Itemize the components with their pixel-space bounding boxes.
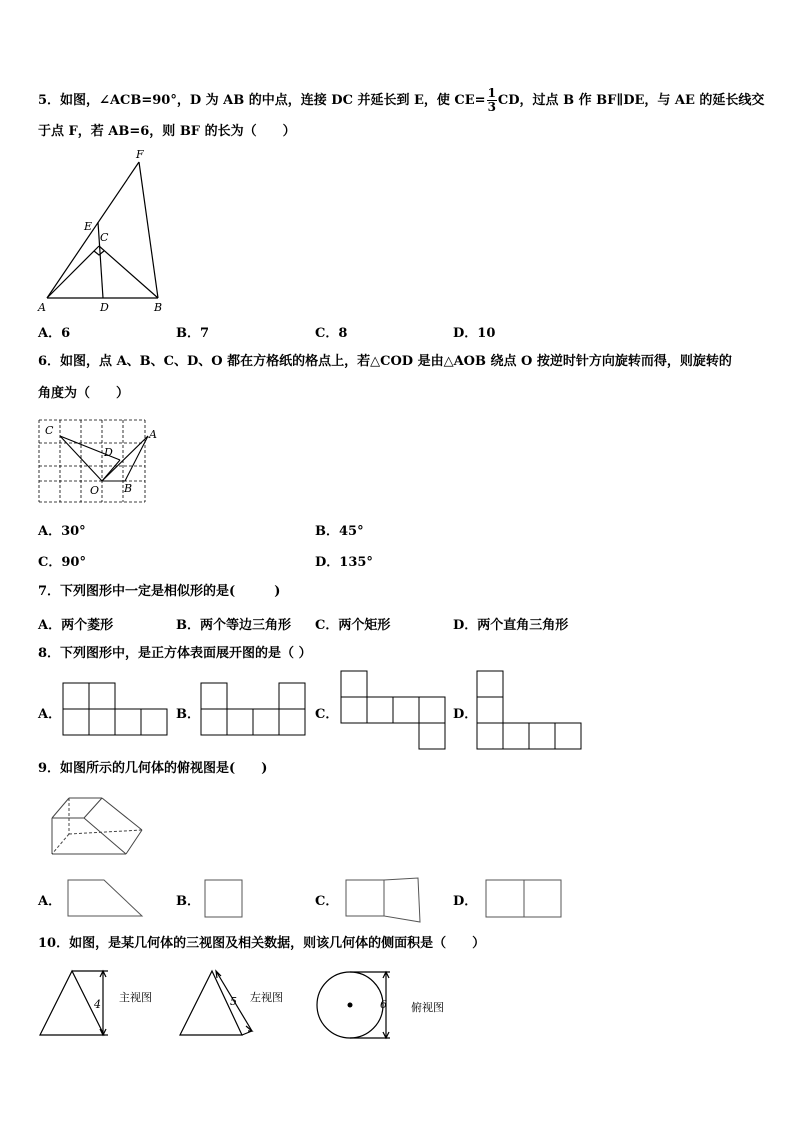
q7-option-d[interactable]: D．两个直角三角形 [453, 618, 569, 633]
q10-left-view [176, 965, 306, 1045]
q5-segment-cb [99, 246, 158, 298]
q10-left-dimension: 5 [230, 995, 237, 1008]
q9-option-c-label[interactable]: C． [315, 894, 339, 909]
q9-option-d-label[interactable]: D． [453, 894, 478, 909]
q8-option-a-net[interactable] [62, 682, 172, 740]
q6-label-o: O [90, 484, 100, 497]
q8-option-c-net[interactable] [340, 670, 452, 752]
q5-option-d[interactable]: D．10 [453, 326, 496, 341]
q9-stem: 9．如图所示的几何体的俯视图是( ) [38, 761, 268, 776]
q9-option-d-view[interactable] [484, 878, 564, 920]
q8-option-b-label[interactable]: B． [176, 707, 200, 722]
q7-option-c[interactable]: C．两个矩形 [315, 618, 391, 633]
q5-fraction: $\frac{1}{3}$ [487, 86, 496, 114]
q5-stem-line1: 5．如图，∠ACB=90°，D 为 AB 的中点，连接 DC 并延长到 E，使 CE= $\frac{1}{3}$ CD，过点 B 作 BF∥DE，与 AE 的延长线交 [38, 86, 765, 114]
q6-grid-figure [30, 410, 170, 510]
q10-front-caption: 主视图 [119, 991, 152, 1004]
q6-label-d: D [104, 446, 113, 459]
q5-option-c[interactable]: C．8 [315, 326, 348, 341]
q7-option-a[interactable]: A．两个菱形 [38, 618, 114, 633]
q7-stem: 7．下列图形中一定是相似形的是( ) [38, 584, 281, 599]
q8-stem: 8．下列图形中，是正方体表面展开图的是（ ） [38, 646, 312, 661]
q9-option-a-label[interactable]: A． [38, 894, 62, 909]
q6-stem-line2: 角度为（ ） [38, 386, 130, 401]
q10-front-view [36, 965, 176, 1045]
q5-segment-af [47, 162, 139, 298]
q7-option-b[interactable]: B．两个等边三角形 [176, 618, 291, 633]
q10-left-caption: 左视图 [250, 991, 283, 1004]
q9-option-a-view[interactable] [66, 878, 146, 920]
q6-option-b[interactable]: B．45° [315, 524, 364, 539]
q6-option-d[interactable]: D．135° [315, 555, 373, 570]
q8-option-b-net[interactable] [200, 682, 310, 740]
q5-stem-line2: 于点 F，若 AB=6，则 BF 的长为（ ） [38, 124, 296, 139]
q8-option-d-net[interactable] [476, 670, 582, 752]
q9-option-c-view[interactable] [344, 876, 424, 926]
q5-option-a[interactable]: A．6 [38, 326, 71, 341]
q5-label-b: B [154, 301, 163, 314]
q8-option-a-label[interactable]: A． [38, 707, 62, 722]
q5-label-c: C [100, 231, 109, 244]
q10-top-dimension: 6 [380, 998, 387, 1011]
q5-right-angle-mark [94, 251, 104, 255]
q5-label-a: A [38, 301, 46, 314]
q10-top-center-point [348, 1003, 353, 1008]
q5-segment-ac [47, 246, 99, 298]
q5-figure [30, 140, 180, 320]
q9-option-b-label[interactable]: B． [176, 894, 200, 909]
q10-front-dimension: 4 [94, 998, 101, 1011]
q10-top-caption: 俯视图 [411, 1001, 444, 1014]
q6-label-c: C [45, 424, 54, 437]
q6-option-a[interactable]: A．30° [38, 524, 86, 539]
q9-option-b-view[interactable] [203, 878, 245, 920]
q5-label-d: D [100, 301, 109, 314]
q10-top-view [314, 965, 474, 1045]
q6-label-b: B [124, 482, 133, 495]
q5-option-b[interactable]: B．7 [176, 326, 210, 341]
q5-segment-fb [139, 162, 158, 298]
q5-label-f: F [136, 148, 144, 161]
q6-label-a: A [149, 428, 157, 441]
q6-option-c[interactable]: C．90° [38, 555, 86, 570]
q8-option-d-label[interactable]: D． [453, 707, 478, 722]
q10-stem: 10．如图，是某几何体的三视图及相关数据，则该几何体的侧面积是（ ） [38, 936, 486, 951]
q8-option-c-label[interactable]: C． [315, 707, 339, 722]
q9-solid-figure [44, 792, 148, 864]
q6-stem-line1: 6．如图，点 A、B、C、D、O 都在方格纸的格点上，若△COD 是由△AOB 绕点 O 按逆时针方向旋转而得，则旋转的 [38, 354, 732, 369]
q5-label-e: E [84, 220, 93, 233]
